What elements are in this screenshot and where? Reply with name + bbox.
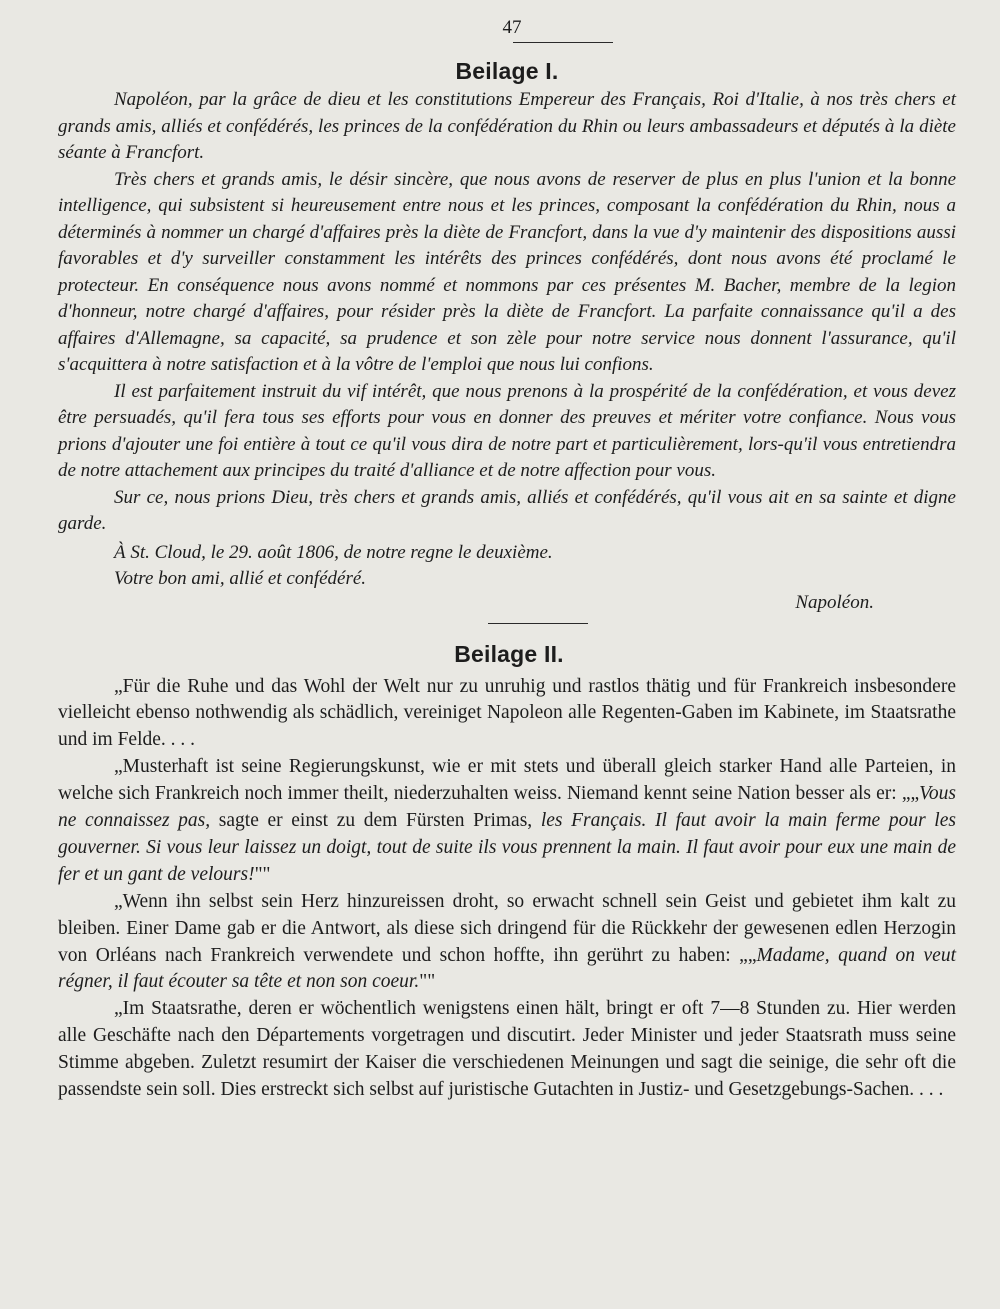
closing-line: Votre bon ami, allié et confédéré.	[114, 568, 367, 589]
p2-text-start: „Musterhaft ist seine Regierungskunst, wie er mit stets und überall gleich starker Hand alle Parteien, in welche sich Frankreich noch immer theilt, niederzuhalten weiss. Niemand kennt seine Nation besser als er: „„	[58, 756, 956, 805]
section-heading-beilage-1: Beilage I.	[455, 58, 559, 84]
beilage-2-paragraph-4: „Im Staatsrathe, deren er wöchentlich wenigstens einen hält, bringt er oft 7—8 Stunden zu. Hier werden alle Geschäfte nach den Départements vorgetragen und discutirt. Jeder Minister und jeder Staatsrath muss seine Stimme abgeben. Zuletzt resumirt der Kaiser die verschiedenen Meinungen und sagt die seinige, die sehr oft die passendste sein soll. Dies erstreckt sich selbst auf juristische Gutachten in Justiz- und Gesetzgebungs-Sachen. . . .	[58, 998, 956, 1101]
beilage-2-paragraph-1: „Für die Ruhe und das Wohl der Welt nur zu unruhig und rastlos thätig und für Frankreich insbesondere vielleicht ebenso nothwendig als schädlich, vereiniget Napoleon alle Regenten-Gaben im Kabinete, im Staatsrathe und im Felde. . . .	[58, 675, 956, 751]
p2-french-quote-2: les Français. Il faut avoir la main ferme pour les gouverner. Si vous leur laissez un doigt, tout de suite ils vous prennent la main. Il faut avoir pour eux une main de fer et un gant de velours!	[58, 810, 956, 885]
p2-closing-quotes: ""	[254, 863, 271, 885]
p2-text-mid: sagte er einst zu dem Fürsten Primas,	[210, 810, 541, 832]
section-divider	[488, 623, 588, 624]
header-rule	[513, 42, 613, 43]
beilage-2-paragraph-2	[58, 754, 956, 889]
page-number: 47	[502, 17, 522, 38]
beilage-2-paragraph-3	[58, 889, 956, 997]
dateline: À St. Cloud, le 29. août 1806, de notre regne le deuxième.	[114, 541, 553, 563]
signature: Napoléon.	[795, 591, 874, 613]
beilage-1-paragraph-4: Sur ce, nous prions Dieu, très chers et grands amis, alliés et confédérés, qu'il vous ait en sa sainte et digne garde.	[58, 486, 956, 534]
p3-french-quote: Madame, quand on veut régner, il faut écouter sa tête et non son coeur.	[58, 944, 956, 993]
beilage-2-text	[58, 674, 956, 1105]
beilage-1-paragraph-1: Napoléon, par la grâce de dieu et les constitutions Empereur des Français, Roi d'Italie, à nos très chers et grands amis, alliés et confédérés, les princes de la confédération du Rhin ou leurs ambassadeurs et députés à la diète séante à Francfort.	[58, 89, 956, 163]
beilage-1-paragraph-2: Très chers et grands amis, le désir sincère, que nous avons de reserver de plus en plus l'union et la bonne intelligence, qui subsistent si heureusement entre nous et les princes, composant la confédération du Rhin, nous a déterminés à nommer un chargé d'affaires près la diète de Francfort, dans la vue d'y maintenir des dispositions aussi favorables et d'y surveiller constamment les intérêts des princes confédérés, dont nous avons été proclamé le protecteur. En conséquence nous avons nommé et nommons par ces présentes M. Bacher, membre de la legion d'honneur, notre chargé d'affaires, pour résider près la diète de Francfort. La parfaite connaissance qu'il a des affaires d'Allemagne, sa capacité, sa prudence et son zèle pour notre service nous donnent l'assurance, qu'il s'acquittera à notre satisfaction et à la vôtre de l'emploi que nous lui confions.	[58, 168, 956, 375]
beilage-1-paragraph-3: Il est parfaitement instruit du vif intérêt, que nous prenons à la prospérité de la confédération, et vous devez être persuadés, qu'il fera tous ses efforts pour vous en donner des preuves et mériter votre confiance. Nous vous prions d'ajouter une foi entière à tout ce qu'il vous dira de notre part et particulièrement, lors-qu'il vous entretiendra de notre attachement aux principes du traité d'alliance et de notre affection pour vous.	[58, 380, 956, 481]
p3-text-start: „Wenn ihn selbst sein Herz hinzureissen droht, so erwacht schnell sein Geist und gebietet ihm kalt zu bleiben. Einer Dame gab er die Antwort, als diese sich dringend für die Rückkehr der gewesenen edlen Herzogin von Orléans nach Frankreich verwendete und schon hoffte, ihn gerührt zu haben: „„	[58, 890, 956, 966]
section-heading-beilage-2: Beilage II.	[454, 640, 564, 667]
p3-closing-quotes: ""	[419, 971, 436, 993]
beilage-1-text	[58, 87, 956, 593]
p2-french-quote: Vous ne connaissez pas,	[58, 783, 956, 832]
